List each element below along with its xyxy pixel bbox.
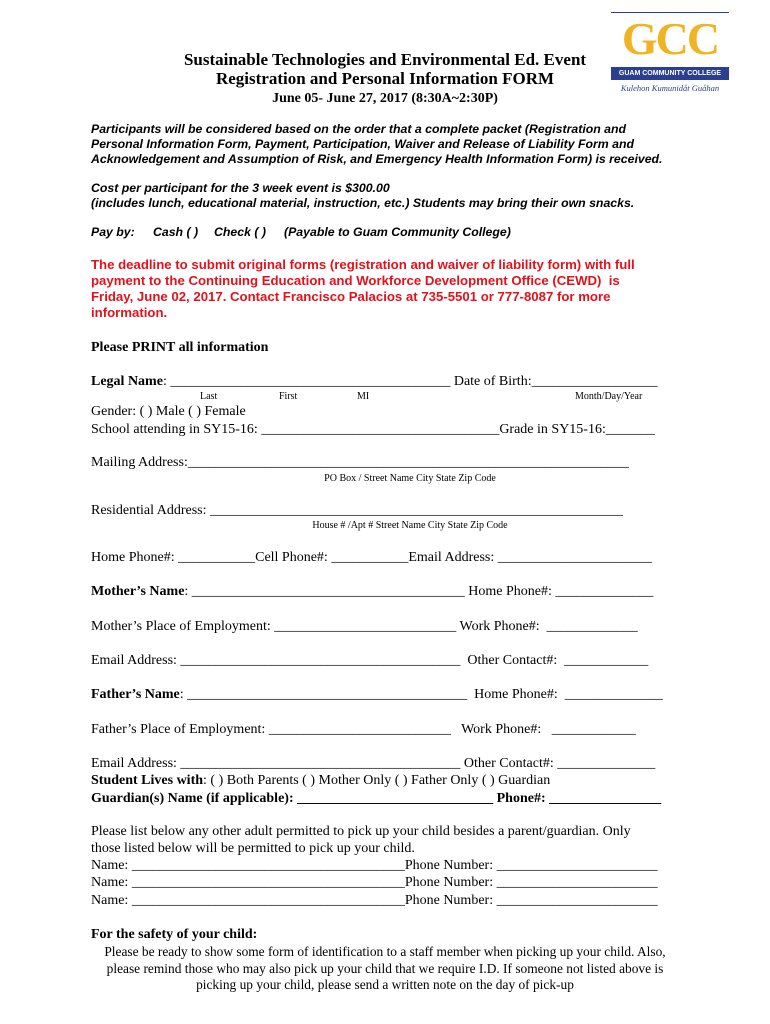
father-email-row[interactable]: Email Address: ________________________________________ Other Contact#: ______________ (91, 756, 656, 771)
pay-by-label: Pay by: (91, 225, 135, 239)
father-name-label: Father’s Name (91, 687, 180, 702)
student-lives-row[interactable] (91, 773, 550, 789)
safety-line2: please remind those who may also pick up your child that we require I.D. If someone not listed above is (106, 961, 664, 976)
form-title-line1: Sustainable Technologies and Environmental Ed. Event (183, 50, 587, 69)
intro-line2: Personal Information Form, Payment, Participation, Waiver and Release of Liability Form and (91, 137, 635, 151)
mother-employment-row[interactable]: Mother’s Place of Employment: __________________________ Work Phone#: _____________ (91, 619, 638, 634)
deadline-line2: payment to the Continuing Education and Workforce Development Office (CEWD) is (91, 273, 620, 288)
pickup-instructions-line2: those listed below will be permitted to pick up your child. (91, 841, 415, 856)
residential-address-hint: House # /Apt # Street Name City State Zip Code (312, 520, 508, 531)
intro-line1: Participants will be considered based on the order that a complete packet (Registration and (91, 122, 627, 136)
logo-band: GUAM COMMUNITY COLLEGE (611, 67, 729, 80)
deadline-line4: information. (91, 305, 168, 320)
mother-name-label: Mother’s Name (91, 584, 185, 599)
mother-email-row[interactable]: Email Address: ________________________________________ Other Contact#: ____________ (91, 653, 649, 668)
pickup-name-row-2[interactable]: Name: _______________________________________Phone Number: _______________________ (91, 875, 658, 890)
legal-name-field[interactable]: : ________________________________________ Date of Birth:__________________ (162, 374, 658, 389)
mother-name-row[interactable] (91, 584, 653, 600)
cost-line2: (includes lunch, educational material, instruction, etc.) Students may bring their own snacks. (91, 196, 635, 210)
safety-heading: For the safety of your child: (91, 927, 258, 942)
safety-line1: Please be ready to show some form of identification to a staff member when picking up your child. Also, (104, 944, 666, 959)
name-sub-mi: MI (357, 391, 370, 402)
logo-tagline: Kulehon Kumunidåt Guåhan (620, 83, 720, 93)
mailing-address-field[interactable]: Mailing Address:_______________________________________________________________ (91, 455, 629, 470)
gender-field[interactable]: Gender: ( ) Male ( ) Female (91, 404, 246, 419)
mailing-address-hint: PO Box / Street Name City State Zip Code (324, 473, 496, 484)
pickup-name-row-3[interactable]: Name: _______________________________________Phone Number: _______________________ (91, 893, 658, 908)
form-title-line2: Registration and Personal Information FORM (215, 69, 555, 88)
father-name-field[interactable]: : ________________________________________ Home Phone#: ______________ (179, 687, 663, 702)
student-lives-label: Student Lives with (91, 773, 204, 788)
pay-cash-option[interactable]: Cash ( ) (153, 225, 199, 239)
guardian-row[interactable]: Guardian(s) Name (if applicable): ____________________________ Phone#: ________________ (91, 791, 662, 806)
payable-note: (Payable to Guam Community College) (284, 225, 511, 239)
father-employment-row[interactable]: Father’s Place of Employment: __________________________ Work Phone#: ____________ (91, 722, 636, 737)
student-lives-options[interactable]: : ( ) Both Parents ( ) Mother Only ( ) Father Only ( ) Guardian (203, 773, 551, 788)
event-dates: June 05- June 27, 2017 (8:30A~2:30P) (272, 91, 498, 106)
phones-row[interactable]: Home Phone#: ___________Cell Phone#: ___________Email Address: ______________________ (91, 550, 652, 565)
pickup-instructions-line1: Please list below any other adult permitted to pick up your child besides a parent/guardian. Only (91, 824, 631, 839)
safety-line3: picking up your child, please send a written note on the day of pick-up (196, 977, 574, 992)
residential-address-field[interactable]: Residential Address: ___________________________________________________________ (91, 503, 623, 518)
pickup-name-row-1[interactable]: Name: _______________________________________Phone Number: _______________________ (91, 858, 658, 873)
cost-line1: Cost per participant for the 3 week event is $300.00 (91, 181, 390, 195)
name-sub-first: First (279, 391, 298, 402)
name-sub-dob: Month/Day/Year (575, 391, 643, 402)
legal-name-label: Legal Name (91, 374, 163, 389)
name-sub-last: Last (200, 391, 218, 402)
deadline-line3: Friday, June 02, 2017. Contact Francisco Palacios at 735-5501 or 777-8087 for more (91, 289, 611, 304)
mother-name-field[interactable]: : _______________________________________ Home Phone#: ______________ (184, 584, 654, 599)
intro-line3: Acknowledgement and Assumption of Risk, and Emergency Health Information Form) is received. (91, 152, 663, 166)
father-name-row[interactable] (91, 687, 663, 703)
school-field[interactable]: School attending in SY15-16: __________________________________Grade in SY15-16:_______ (91, 422, 655, 437)
legal-name-row[interactable] (91, 374, 658, 390)
print-note: Please PRINT all information (91, 340, 269, 355)
pay-check-option[interactable]: Check ( ) (214, 225, 266, 239)
logo-letters: GCC (621, 13, 719, 64)
deadline-line1: The deadline to submit original forms (registration and waiver of liability form) with full (91, 257, 635, 272)
